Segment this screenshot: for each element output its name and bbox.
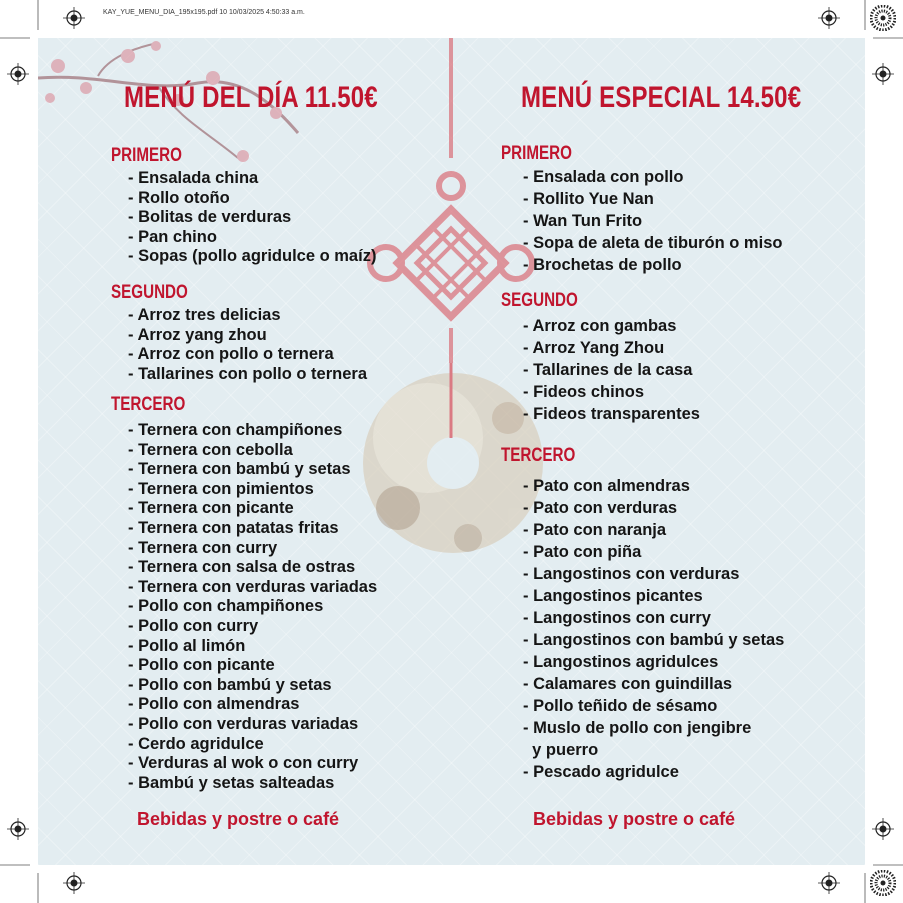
list-item: - Pollo con bambú y setas <box>128 675 332 694</box>
list-item: y puerro <box>523 741 599 759</box>
list-item: - Verduras al wok o con curry <box>128 754 359 773</box>
list-item: - Fideos transparentes <box>523 405 700 423</box>
menu-especial-segundo-heading: SEGUNDO <box>501 290 578 311</box>
list-item: - Cerdo agridulce <box>128 734 264 753</box>
list-item: - Ternera con verduras variadas <box>128 577 378 596</box>
list-item: - Wan Tun Frito <box>523 212 643 230</box>
list-item: - Rollo otoño <box>128 188 230 207</box>
menu-especial-primero-list <box>523 166 782 276</box>
list-item: - Pollo con almendras <box>128 695 300 714</box>
list-item: - Pescado agridulce <box>523 763 679 781</box>
list-item: - Sopa de aleta de tiburón o miso <box>523 234 783 252</box>
list-item: - Pato con piña <box>523 543 642 561</box>
list-item: - Pato con verduras <box>523 499 678 517</box>
list-item: - Muslo de pollo con jengibre <box>523 719 752 737</box>
list-item: - Fideos chinos <box>523 383 645 401</box>
list-item: - Langostinos picantes <box>523 587 703 605</box>
list-item: - Pollo con picante <box>128 656 275 675</box>
registration-mark-icon <box>63 7 85 29</box>
list-item: - Ensalada con pollo <box>523 168 684 186</box>
menu-dia-primero-list <box>128 169 376 267</box>
menu-dia-footer: Bebidas y postre o café <box>137 809 340 829</box>
list-item: - Ternera con picante <box>128 499 294 518</box>
color-bar-icon <box>870 870 896 896</box>
list-item: - Pollo con champiñones <box>128 597 324 616</box>
list-item: - Ternera con bambú y setas <box>128 460 351 479</box>
menu-dia-title: MENÚ DEL DÍA 11.50€ <box>124 81 378 114</box>
list-item: - Bolitas de verduras <box>128 208 292 227</box>
list-item: - Pollo con curry <box>128 616 259 635</box>
list-item: - Ternera con champiñones <box>128 421 343 439</box>
list-item: - Pan chino <box>128 227 217 246</box>
list-item: - Arroz Yang Zhou <box>523 339 665 357</box>
print-slug: KAY_YUE_MENU_DIA_195x195.pdf 10 10/03/2025 4:50:33 a.m. <box>103 9 305 16</box>
list-item: - Ternera con cebolla <box>128 440 293 459</box>
registration-mark-icon <box>7 63 29 85</box>
list-item: - Pollo teñido de sésamo <box>523 697 718 715</box>
list-item: - Pollo con verduras variadas <box>128 714 359 733</box>
registration-mark-icon <box>872 818 894 840</box>
list-item: - Ternera con salsa de ostras <box>128 558 356 577</box>
menu-dia-primero-heading: PRIMERO <box>111 145 182 166</box>
list-item: - Arroz yang zhou <box>128 325 267 344</box>
list-item: - Pollo al limón <box>128 636 246 655</box>
list-item: - Bambú y setas salteadas <box>128 773 335 792</box>
list-item: - Tallarines con pollo o ternera <box>128 364 367 383</box>
registration-mark-icon <box>872 63 894 85</box>
list-item: - Ternera con patatas fritas <box>128 518 339 537</box>
registration-mark-icon <box>818 872 840 894</box>
menu-panel <box>38 38 865 865</box>
menu-dia-segundo-list <box>128 306 367 384</box>
list-item: - Ternera con curry <box>128 538 278 557</box>
list-item: - Rollito Yue Nan <box>523 190 654 208</box>
list-item: - Langostinos con verduras <box>523 565 740 583</box>
menu-dia-tercero-heading: TERCERO <box>111 394 186 415</box>
list-item: - Tallarines de la casa <box>523 361 693 379</box>
list-item: - Calamares con guindillas <box>523 675 733 693</box>
menu-especial-primero-heading: PRIMERO <box>501 143 572 164</box>
list-item: - Brochetas de pollo <box>523 256 682 274</box>
list-item: - Pato con naranja <box>523 521 667 539</box>
list-item: - Ternera con pimientos <box>128 479 314 498</box>
menu-especial-tercero-list <box>523 475 784 783</box>
list-item: - Ensalada china <box>128 169 259 187</box>
registration-mark-icon <box>7 818 29 840</box>
menu-especial-segundo-list <box>523 315 700 425</box>
color-bar-icon <box>870 5 896 31</box>
menu-especial-tercero-heading: TERCERO <box>501 445 576 466</box>
menu-dia-segundo-heading: SEGUNDO <box>111 282 188 303</box>
menu-dia-tercero-list <box>128 421 377 793</box>
list-item: - Pato con almendras <box>523 477 690 495</box>
menu-especial-title: MENÚ ESPECIAL 14.50€ <box>521 81 802 114</box>
menu-especial-footer: Bebidas y postre o café <box>533 809 736 829</box>
chinese-knot-icon <box>370 38 532 363</box>
registration-mark-icon <box>818 7 840 29</box>
list-item: - Arroz tres delicias <box>128 306 281 324</box>
list-item: - Langostinos con bambú y setas <box>523 631 785 649</box>
registration-mark-icon <box>63 872 85 894</box>
list-item: - Langostinos con curry <box>523 609 711 627</box>
list-item: - Sopas (pollo agridulce o maíz) <box>128 247 377 266</box>
list-item: - Arroz con pollo o ternera <box>128 345 334 364</box>
list-item: - Arroz con gambas <box>523 317 677 335</box>
list-item: - Langostinos agridulces <box>523 653 719 671</box>
